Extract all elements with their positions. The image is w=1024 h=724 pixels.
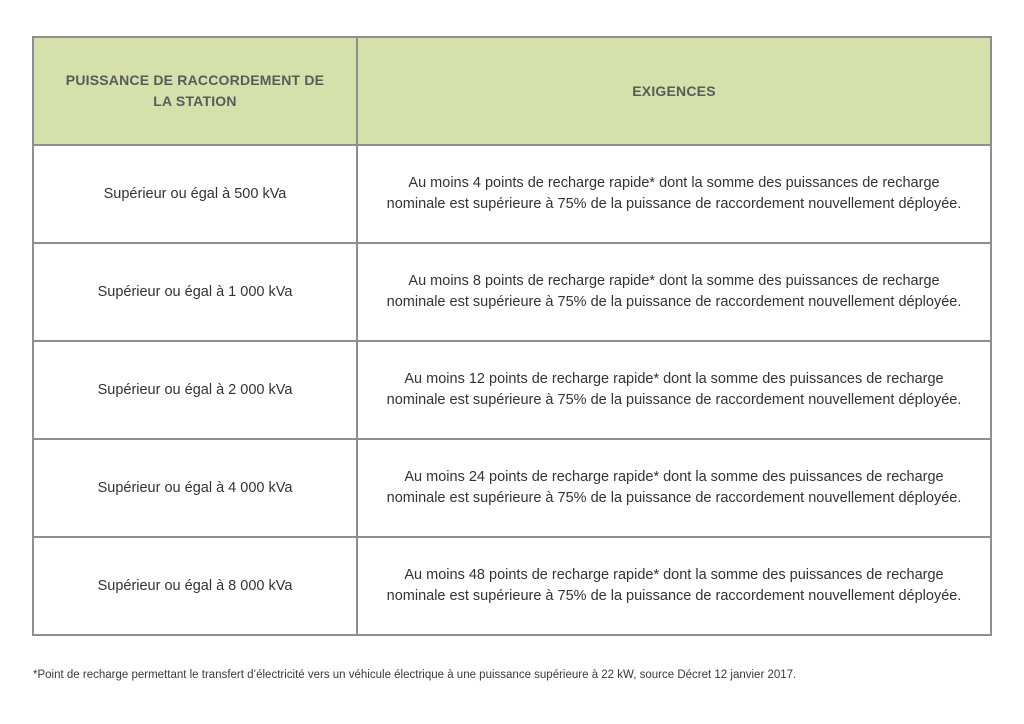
table-body bbox=[33, 145, 991, 635]
requirement-cell: Au moins 48 points de recharge rapide* dont la somme des puissances de recharge nominale est supérieure à 75% de la puissance de raccordement nouvellement déployée. bbox=[357, 537, 991, 635]
table-row bbox=[33, 439, 991, 537]
requirement-cell: Au moins 8 points de recharge rapide* dont la somme des puissances de recharge nominale est supérieure à 75% de la puissance de raccordement nouvellement déployée. bbox=[357, 243, 991, 341]
requirement-cell: Au moins 24 points de recharge rapide* dont la somme des puissances de recharge nominale est supérieure à 75% de la puissance de raccordement nouvellement déployée. bbox=[357, 439, 991, 537]
table-row bbox=[33, 145, 991, 243]
header-station-power: PUISSANCE DE RACCORDEMENT DE LA STATION bbox=[33, 37, 357, 145]
requirements-table-container bbox=[32, 36, 992, 636]
power-cell: Supérieur ou égal à 8 000 kVa bbox=[33, 537, 357, 635]
header-requirements: EXIGENCES bbox=[357, 37, 991, 145]
table-row bbox=[33, 243, 991, 341]
requirements-table bbox=[32, 36, 992, 636]
power-cell: Supérieur ou égal à 2 000 kVa bbox=[33, 341, 357, 439]
requirement-cell: Au moins 4 points de recharge rapide* dont la somme des puissances de recharge nominale est supérieure à 75% de la puissance de raccordement nouvellement déployée. bbox=[357, 145, 991, 243]
footnote: *Point de recharge permettant le transfert d’électricité vers un véhicule électrique à une puissance supérieure à 22 kW, source Décret 12 janvier 2017. bbox=[33, 669, 797, 681]
table-row bbox=[33, 341, 991, 439]
table-header bbox=[33, 37, 991, 145]
power-cell: Supérieur ou égal à 4 000 kVa bbox=[33, 439, 357, 537]
requirement-cell: Au moins 12 points de recharge rapide* dont la somme des puissances de recharge nominale est supérieure à 75% de la puissance de raccordement nouvellement déployée. bbox=[357, 341, 991, 439]
power-cell: Supérieur ou égal à 1 000 kVa bbox=[33, 243, 357, 341]
table-row bbox=[33, 537, 991, 635]
header-row bbox=[33, 37, 991, 145]
power-cell: Supérieur ou égal à 500 kVa bbox=[33, 145, 357, 243]
